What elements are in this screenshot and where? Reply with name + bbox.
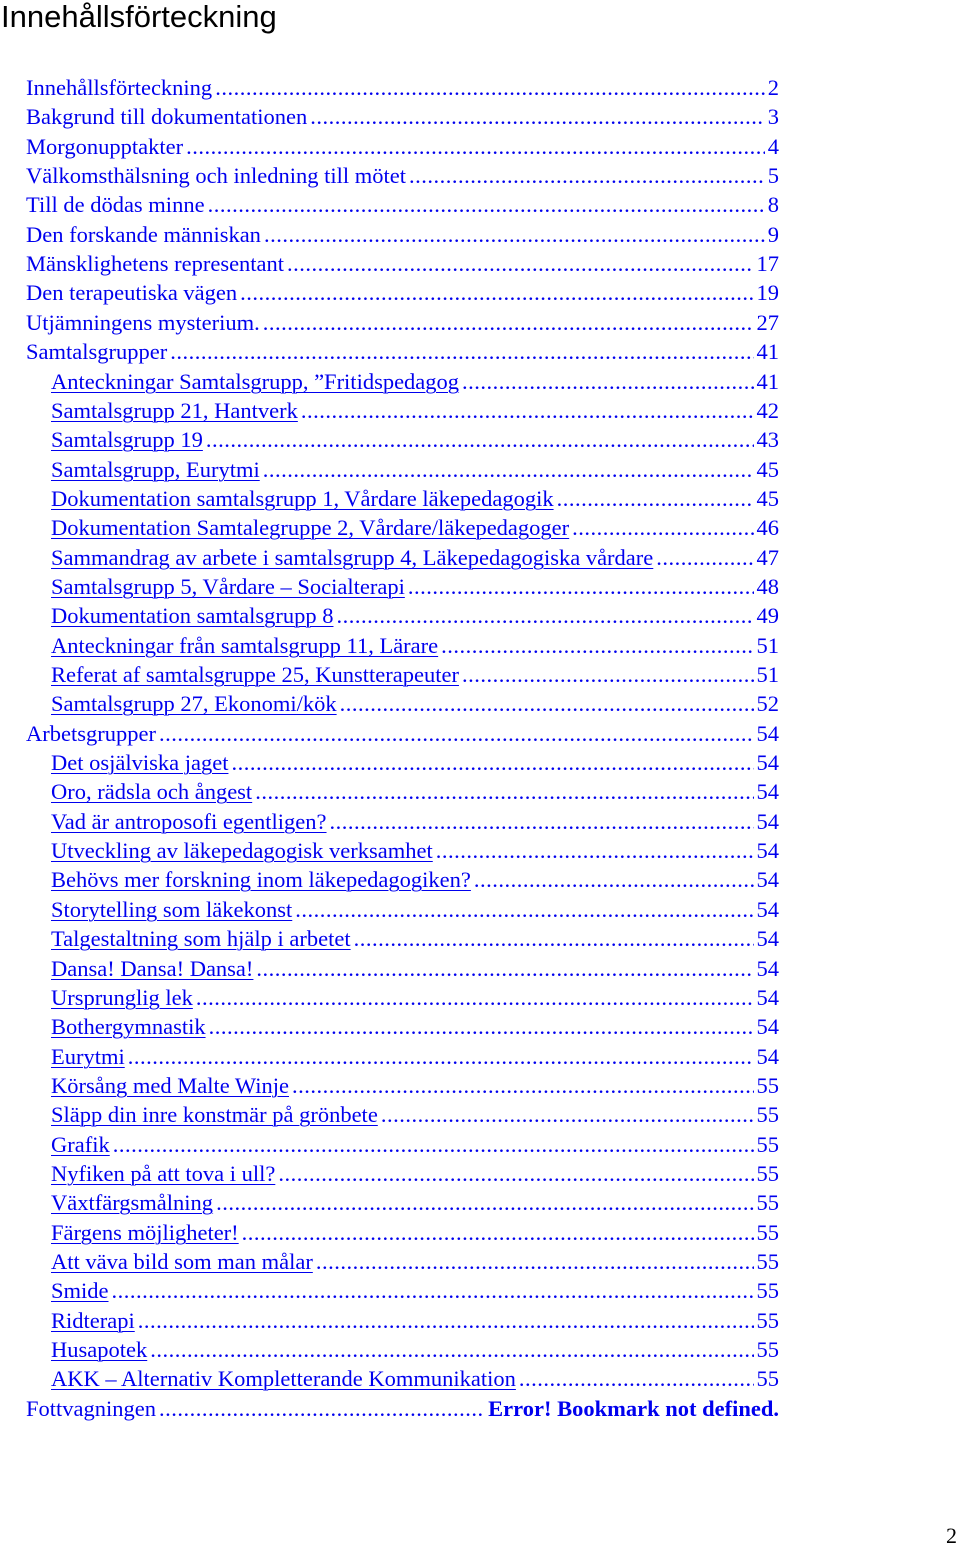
toc-entry[interactable] <box>26 1394 779 1423</box>
dot-leader <box>474 865 754 894</box>
toc-entry[interactable] <box>51 807 779 836</box>
dot-leader <box>255 777 753 806</box>
dot-leader <box>138 1306 754 1335</box>
dot-leader <box>336 601 753 630</box>
toc-entry-page: 17 <box>756 251 779 276</box>
dot-leader <box>557 484 754 513</box>
dot-leader <box>519 1364 754 1393</box>
dot-leader <box>264 220 765 249</box>
dot-leader <box>113 1130 754 1159</box>
toc-entry-page: 55 <box>756 1308 779 1333</box>
toc-entry-page: 9 <box>767 222 779 247</box>
toc-entry-page: 3 <box>767 104 779 129</box>
toc-entry-title[interactable]: Den forskande människan <box>26 222 261 247</box>
dot-leader <box>278 1159 753 1188</box>
dot-leader <box>287 249 753 278</box>
toc-entry-page: 55 <box>756 1366 779 1391</box>
toc-entry-page: 19 <box>756 280 779 305</box>
toc-entry-title[interactable]: Utveckling av läkepedagogisk verksamhet <box>51 838 433 863</box>
toc-entry[interactable] <box>51 601 779 630</box>
toc-entry-title[interactable]: Samtalsgrupper <box>26 339 168 364</box>
toc-entry[interactable] <box>51 1306 779 1335</box>
toc-entry[interactable] <box>51 836 779 865</box>
dot-leader <box>206 425 754 454</box>
toc-entry-title[interactable]: Smide <box>51 1278 109 1303</box>
toc-entry-page: 42 <box>756 398 779 423</box>
dot-leader <box>170 337 753 366</box>
toc-entry-title[interactable]: Samtalsgrupp 21, Hantverk <box>51 398 298 423</box>
toc-entry-page: 54 <box>756 838 779 863</box>
toc-entry-page: 54 <box>756 897 779 922</box>
toc-entry-title[interactable]: Eurytmi <box>51 1044 125 1069</box>
dot-leader <box>656 543 753 572</box>
toc-entry-page: 27 <box>756 310 779 335</box>
toc-entry-page: 55 <box>756 1190 779 1215</box>
toc-entry[interactable] <box>51 484 779 513</box>
toc-entry[interactable] <box>51 983 779 1012</box>
toc-heading: Innehållsförteckning <box>1 0 277 34</box>
toc-entry[interactable] <box>26 337 779 366</box>
toc-entry-title[interactable]: Samtalsgrupp 5, Vårdare – Socialterapi <box>51 574 405 599</box>
toc-entry-title[interactable]: Det osjälviska jaget <box>51 750 229 775</box>
toc-entry-title[interactable]: Behövs mer forskning inom läkepedagogiken? <box>51 867 471 892</box>
toc-entry[interactable] <box>51 689 779 718</box>
toc-entry[interactable] <box>51 513 779 542</box>
toc-entry[interactable] <box>51 865 779 894</box>
dot-leader <box>354 924 754 953</box>
toc-entry[interactable] <box>51 1335 779 1364</box>
dot-leader <box>462 367 753 396</box>
toc-entry[interactable] <box>51 1159 779 1188</box>
toc-entry[interactable] <box>51 1364 779 1393</box>
toc-entry[interactable] <box>51 1218 779 1247</box>
toc-entry-page: 46 <box>756 515 779 540</box>
toc-entry[interactable] <box>51 777 779 806</box>
toc-entry-page: 54 <box>756 750 779 775</box>
toc-entry-page: 55 <box>756 1249 779 1274</box>
toc-entry[interactable] <box>26 73 779 102</box>
toc-entry-title[interactable]: Ursprunglig lek <box>51 985 193 1010</box>
toc-entry-title[interactable]: Körsång med Malte Winje <box>51 1073 289 1098</box>
toc-entry[interactable] <box>26 308 779 337</box>
toc-entry[interactable] <box>51 1247 779 1276</box>
dot-leader <box>436 836 754 865</box>
dot-leader <box>409 161 765 190</box>
toc-entry-page: 47 <box>756 545 779 570</box>
dot-leader <box>462 660 754 689</box>
toc-entry-title[interactable]: Arbetsgrupper <box>26 721 156 746</box>
toc-entry-title[interactable]: Dokumentation samtalsgrupp 8 <box>51 603 334 628</box>
toc-entry-page: 51 <box>756 662 779 687</box>
toc-entry-page: 54 <box>756 779 779 804</box>
toc-entry[interactable] <box>26 161 779 190</box>
dot-leader <box>112 1276 754 1305</box>
toc-entry[interactable] <box>51 1012 779 1041</box>
dot-leader <box>292 1071 754 1100</box>
toc-entry[interactable] <box>51 543 779 572</box>
toc-entry-title[interactable]: Talgestaltning som hjälp i arbetet <box>51 926 351 951</box>
toc-entry-page: 54 <box>756 1044 779 1069</box>
toc-entry-page: 55 <box>756 1220 779 1245</box>
dot-leader <box>242 1218 754 1247</box>
toc-entry-title[interactable]: Fottvagningen <box>26 1396 156 1421</box>
toc-entry-title[interactable]: Storytelling som läkekonst <box>51 897 293 922</box>
toc-entry-page: 54 <box>756 809 779 834</box>
toc-entry-title[interactable]: Samtalsgrupp, Eurytmi <box>51 457 260 482</box>
dot-leader <box>208 190 765 219</box>
toc-entry-page: 54 <box>756 1014 779 1039</box>
dot-leader <box>128 1042 754 1071</box>
toc-entry-title[interactable]: Släpp din inre konstmär på grönbete <box>51 1102 378 1127</box>
toc-entry-page: 54 <box>756 956 779 981</box>
page-number: 2 <box>946 1523 957 1548</box>
toc-entry-page: 45 <box>756 457 779 482</box>
dot-leader <box>381 1100 754 1129</box>
dot-leader <box>295 895 753 924</box>
toc-entry-page: 49 <box>756 603 779 628</box>
toc-entry[interactable] <box>51 1071 779 1100</box>
toc-entry[interactable] <box>51 748 779 777</box>
toc-entry[interactable] <box>26 278 779 307</box>
toc-entry-title[interactable]: Morgonupptakter <box>26 134 184 159</box>
toc-entry-title[interactable]: Samtalsgrupp 19 <box>51 427 203 452</box>
toc-entry-page: 54 <box>756 926 779 951</box>
toc-entry-title[interactable]: Till de dödas minne <box>26 192 205 217</box>
toc-entry-title[interactable]: Vad är antroposofi egentligen? <box>51 809 327 834</box>
toc-entry-title[interactable]: Oro, rädsla och ångest <box>51 779 253 804</box>
toc-entry-page: 48 <box>756 574 779 599</box>
toc-entry[interactable] <box>26 102 779 131</box>
toc-entry-page: 55 <box>756 1278 779 1303</box>
toc-entry-title[interactable]: Växtfärgsmålning <box>51 1190 214 1215</box>
dot-leader <box>408 572 754 601</box>
toc-entry-page: 45 <box>756 486 779 511</box>
dot-leader <box>310 102 765 131</box>
toc-entry-title[interactable]: Anteckningar från samtalsgrupp 11, Lärare <box>51 633 439 658</box>
toc-entry-page: 55 <box>756 1102 779 1127</box>
toc-entry-title[interactable]: Sammandrag av arbete i samtalsgrupp 4, Läkepedagogiska vårdare <box>51 545 654 570</box>
dot-leader <box>150 1335 753 1364</box>
dot-leader <box>316 1247 754 1276</box>
toc-entry-page: 54 <box>756 867 779 892</box>
toc-entry[interactable] <box>51 1188 779 1217</box>
toc-entry-page: 4 <box>767 134 779 159</box>
toc-entry-page: 41 <box>756 339 779 364</box>
toc-entry-page: 55 <box>756 1161 779 1186</box>
toc-entry-title[interactable]: Husapotek <box>51 1337 148 1362</box>
dot-leader <box>340 689 754 718</box>
dot-leader <box>215 73 765 102</box>
toc-entry[interactable] <box>51 895 779 924</box>
toc-entry-page: 43 <box>756 427 779 452</box>
dot-leader <box>256 954 753 983</box>
toc-entry[interactable] <box>51 1276 779 1305</box>
toc-entry[interactable] <box>51 425 779 454</box>
dot-leader <box>240 278 753 307</box>
toc-entry[interactable] <box>26 132 779 161</box>
toc-entry-title[interactable]: Den terapeutiska vägen <box>26 280 238 305</box>
dot-leader <box>231 748 753 777</box>
toc-entry-page: 51 <box>756 633 779 658</box>
toc-entry[interactable] <box>51 954 779 983</box>
toc-entry[interactable] <box>51 1042 779 1071</box>
toc-entry-title[interactable]: Dokumentation samtalsgrupp 1, Vårdare läkepedagogik <box>51 486 554 511</box>
dot-leader <box>572 513 753 542</box>
toc-entry-title[interactable]: Bakgrund till dokumentationen <box>26 104 308 129</box>
dot-leader <box>263 455 754 484</box>
toc-entry[interactable] <box>51 572 779 601</box>
toc-entry-page: 55 <box>756 1337 779 1362</box>
toc-entry-page: 8 <box>767 192 779 217</box>
toc-entry-title[interactable]: Välkomsthälsning och inledning till mötet <box>26 163 406 188</box>
dot-leader <box>159 719 754 748</box>
toc-entry[interactable] <box>51 396 779 425</box>
dot-leader <box>330 807 754 836</box>
toc-entry-page: 52 <box>756 691 779 716</box>
toc-entry-page: 41 <box>756 369 779 394</box>
toc-entry[interactable] <box>26 249 779 278</box>
toc-entry-page: 5 <box>767 163 779 188</box>
toc-entry[interactable] <box>51 1130 779 1159</box>
toc-entry-page: 54 <box>756 721 779 746</box>
toc-entry-title[interactable]: Samtalsgrupp 27, Ekonomi/kök <box>51 691 337 716</box>
dot-leader <box>186 132 765 161</box>
toc-entry-title[interactable]: Utjämningens mysterium. <box>26 310 260 335</box>
toc-entry[interactable] <box>51 1100 779 1129</box>
toc-entry-title[interactable]: AKK – Alternativ Kompletterande Kommunikation <box>51 1366 516 1391</box>
dot-leader <box>196 983 754 1012</box>
dot-leader <box>441 631 753 660</box>
toc-entry-title[interactable]: Ridterapi <box>51 1308 135 1333</box>
toc-entry-title[interactable]: Referat af samtalsgruppe 25, Kunstterapeuter <box>51 662 459 687</box>
dot-leader <box>216 1188 753 1217</box>
dot-leader <box>263 308 754 337</box>
toc-entry-page: 2 <box>767 75 779 100</box>
toc-entry[interactable] <box>51 367 779 396</box>
toc-entry[interactable] <box>26 220 779 249</box>
toc-entry[interactable] <box>26 190 779 219</box>
toc-entry-title[interactable]: Att väva bild som man målar <box>51 1249 313 1274</box>
toc-entry[interactable] <box>51 924 779 953</box>
toc-entry-page: 55 <box>756 1073 779 1098</box>
toc-entry-page: 55 <box>756 1132 779 1157</box>
toc-entry-title[interactable]: Anteckningar Samtalsgrupp, ”Fritidspedagog <box>51 369 460 394</box>
toc-entry-page: 54 <box>756 985 779 1010</box>
toc-entry[interactable] <box>51 631 779 660</box>
toc-entry-title[interactable]: Innehållsförteckning <box>26 75 213 100</box>
dot-leader <box>209 1012 754 1041</box>
toc-entry[interactable] <box>26 719 779 748</box>
dot-leader <box>301 396 754 425</box>
toc-entry-title[interactable]: Dokumentation Samtalegruppe 2, Vårdare/läkepedagoger <box>51 515 570 540</box>
toc-entry[interactable] <box>51 660 779 689</box>
toc-entry-title[interactable]: Mänsklighetens representant <box>26 251 285 276</box>
toc-entry-page: Error! Bookmark not defined. <box>488 1396 779 1421</box>
toc-entry-title[interactable]: Bothergymnastik <box>51 1014 206 1039</box>
toc-entry-title[interactable]: Färgens möjligheter! <box>51 1220 239 1245</box>
dot-leader <box>159 1394 485 1423</box>
toc-entry-title[interactable]: Grafik <box>51 1132 110 1157</box>
toc-entry-title[interactable]: Nyfiken på att tova i ull? <box>51 1161 276 1186</box>
toc-entry[interactable] <box>51 455 779 484</box>
toc-entry-title[interactable]: Dansa! Dansa! Dansa! <box>51 956 254 981</box>
